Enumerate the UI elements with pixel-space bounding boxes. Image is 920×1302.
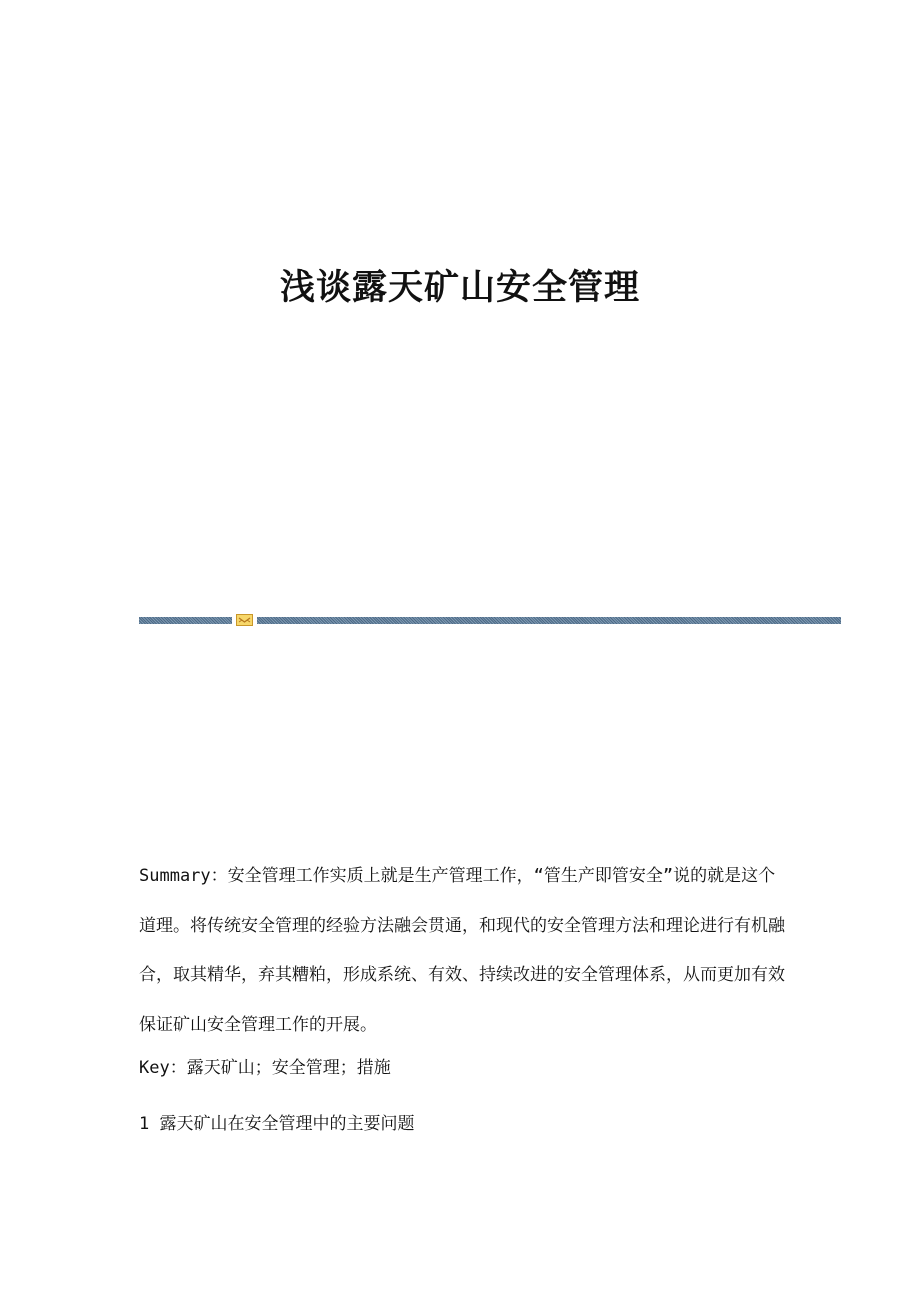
- decorative-divider: [139, 614, 841, 626]
- keywords-line: Key：露天矿山；安全管理；措施: [139, 1058, 391, 1078]
- divider-bar-left: [139, 617, 232, 624]
- divider-bar-right: [257, 617, 841, 624]
- summary-paragraph: Summary：安全管理工作实质上就是生产管理工作，“管生产即管安全”说的就是这个道理。将传统安全管理的经验方法融会贯通，和现代的安全管理方法和理论进行有机融合，取其精华，弃其糟粕，形成系统、有效、持续改进的安全管理体系，从而更加有效保证矿山安全管理工作的开展。: [139, 866, 785, 1035]
- ornament-icon: [236, 614, 253, 626]
- section-heading: 1 露天矿山在安全管理中的主要问题: [139, 1114, 415, 1134]
- document-title: 浅谈露天矿山安全管理: [279, 267, 640, 308]
